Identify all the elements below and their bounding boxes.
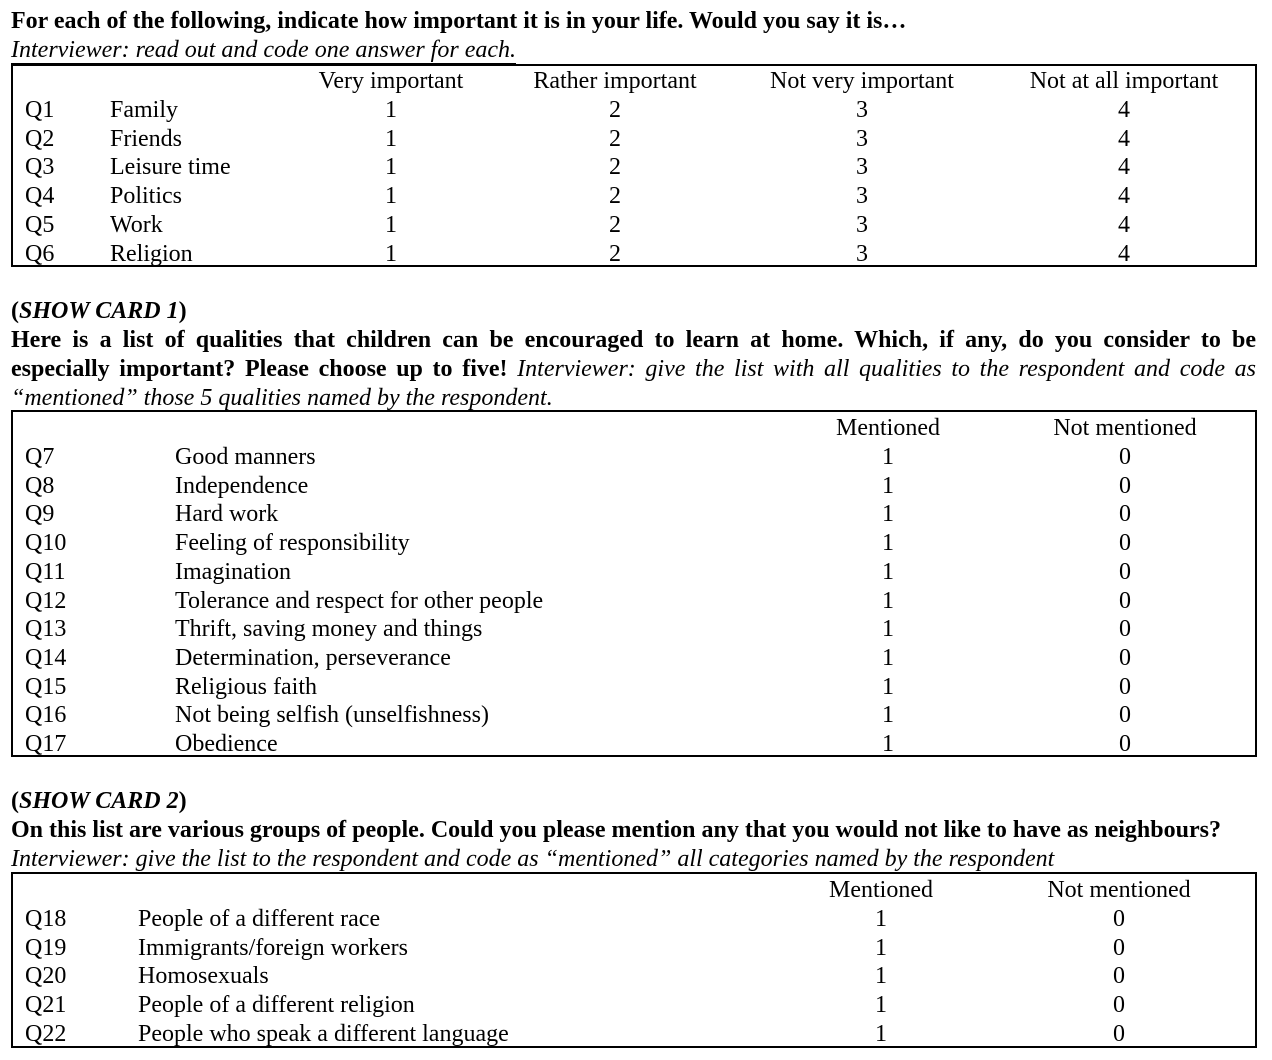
answer-code: 0 [1113,963,1125,990]
answer-code: 1 [385,240,397,267]
answer-code: 0 [1119,644,1131,671]
answer-code: 1 [882,644,894,671]
question-id: Q1 [25,97,55,123]
section2-question-bold: especially important? Please choose up to five! [11,356,508,382]
answer-code: 0 [1119,587,1131,614]
item-label: People who speak a different language [138,1020,509,1047]
answer-code: 1 [875,963,887,990]
answer-code: 1 [882,731,894,757]
answer-code: 4 [1118,183,1130,210]
answer-code: 4 [1118,211,1130,238]
item-label: Family [110,97,179,123]
answer-code: 2 [609,97,621,123]
item-label: Tolerance and respect for other people [175,587,544,614]
section1-question: For each of the following, indicate how important it is in your life. Would you say it is… [11,8,907,34]
answer-code: 0 [1119,558,1131,585]
answer-code: 0 [1113,992,1125,1019]
question-id: Q21 [25,992,67,1019]
question-id: Q12 [25,587,67,614]
answer-code: 0 [1119,472,1131,499]
question-id: Q2 [25,125,55,152]
item-label: Thrift, saving money and things [175,616,483,643]
question-id: Q16 [25,702,67,729]
question-id: Q13 [25,616,67,643]
item-label: People of a different race [138,906,381,932]
answer-code: 1 [882,702,894,729]
answer-code: 2 [609,240,621,267]
column-header: Mentioned [829,877,933,903]
column-header: Mentioned [836,415,940,441]
item-label: Friends [110,125,182,152]
answer-code: 1 [882,472,894,499]
answer-code: 0 [1119,702,1131,729]
show-card-1-heading: (SHOW CARD 1) [11,298,187,324]
section2-instruction-text: “mentioned” those 5 qualities named by the respondent. [11,385,553,411]
question-id: Q11 [25,558,66,585]
answer-code: 1 [875,1020,887,1047]
column-header: Not at all important [1029,68,1219,94]
item-label: Determination, perseverance [175,644,451,671]
question-id: Q22 [25,1020,67,1047]
question-id: Q10 [25,530,67,557]
answer-code: 1 [882,673,894,700]
question-id: Q18 [25,906,67,932]
importance-table [11,64,1257,267]
qualities-table [11,410,1257,757]
section2-question-line1: Here is a list of qualities that children can be encouraged to learn at home. Which, if any, do you consider to be [11,327,1256,353]
section1-instruction-text: Interviewer: read out and code one answer for each. [11,37,516,63]
show-card-2-heading: (SHOW CARD 2) [11,788,187,814]
question-id: Q14 [25,644,67,671]
answer-code: 1 [385,211,397,238]
question-id: Q3 [25,154,55,181]
answer-code: 1 [882,530,894,557]
column-header: Very important [318,68,464,94]
item-label: Obedience [175,731,278,757]
answer-code: 1 [385,97,397,123]
answer-code: 0 [1119,616,1131,643]
question-id: Q8 [25,472,55,499]
column-header: Not mentioned [1047,877,1191,903]
answer-code: 4 [1118,154,1130,181]
item-label: Politics [110,183,183,210]
answer-code: 0 [1113,906,1125,932]
answer-code: 0 [1119,501,1131,528]
question-id: Q7 [25,444,55,470]
item-label: Not being selfish (unselfishness) [175,702,489,729]
item-label: Immigrants/foreign workers [138,934,408,961]
question-id: Q5 [25,211,55,238]
answer-code: 1 [385,183,397,210]
answer-code: 1 [875,992,887,1019]
answer-code: 1 [882,501,894,528]
answer-code: 0 [1119,530,1131,557]
show-card-1-label: SHOW CARD 1 [19,298,179,324]
item-label: Imagination [175,558,291,585]
answer-code: 1 [385,154,397,181]
item-label: Homosexuals [138,963,269,990]
item-label: Religion [110,240,193,267]
item-label: People of a different religion [138,992,415,1019]
column-header: Rather important [533,68,697,94]
section2-instruction-part: Interviewer: give the list with all qualities to the respondent and code as [507,356,1256,382]
show-card-2-label: SHOW CARD 2 [19,788,179,814]
answer-code: 2 [609,211,621,238]
answer-code: 0 [1119,731,1131,757]
answer-code: 2 [609,154,621,181]
section2-instruction-line3 [11,384,553,412]
answer-code: 1 [882,444,894,470]
question-id: Q19 [25,934,67,961]
answer-code: 0 [1113,1020,1125,1047]
section1-instruction [11,36,516,64]
section3-question: On this list are various groups of people. Could you please mention any that you would not like to have as neighbours? [11,817,1221,843]
column-header: Not very important [770,68,954,94]
item-label: Work [110,211,163,238]
answer-code: 1 [875,906,887,932]
question-id: Q15 [25,673,67,700]
section2-question-line2 [11,355,1256,383]
answer-code: 3 [856,211,868,238]
answer-code: 4 [1118,97,1130,123]
question-id: Q20 [25,963,67,990]
answer-code: 3 [856,240,868,267]
question-id: Q6 [25,240,55,267]
question-id: Q4 [25,183,55,210]
answer-code: 4 [1118,240,1130,267]
section3-instruction [11,845,1054,873]
answer-code: 1 [385,125,397,152]
question-id: Q9 [25,501,55,528]
answer-code: 3 [856,183,868,210]
answer-code: 1 [882,616,894,643]
question-id: Q17 [25,731,67,757]
answer-code: 3 [856,125,868,152]
answer-code: 3 [856,97,868,123]
answer-code: 0 [1119,673,1131,700]
section3-instruction-text: Interviewer: give the list to the respondent and code as “mentioned” all categories named by the respondent [11,846,1055,872]
item-label: Good manners [175,444,316,470]
answer-code: 2 [609,125,621,152]
answer-code: 0 [1113,934,1125,961]
column-header: Not mentioned [1053,415,1197,441]
item-label: Hard work [175,501,279,528]
item-label: Religious faith [175,673,317,700]
answer-code: 1 [882,558,894,585]
answer-code: 4 [1118,125,1130,152]
item-label: Independence [175,472,309,499]
item-label: Feeling of responsibility [175,530,410,557]
answer-code: 1 [882,587,894,614]
answer-code: 0 [1119,444,1131,470]
answer-code: 1 [875,934,887,961]
answer-code: 3 [856,154,868,181]
item-label: Leisure time [110,154,231,181]
answer-code: 2 [609,183,621,210]
neighbours-table [11,872,1257,1048]
